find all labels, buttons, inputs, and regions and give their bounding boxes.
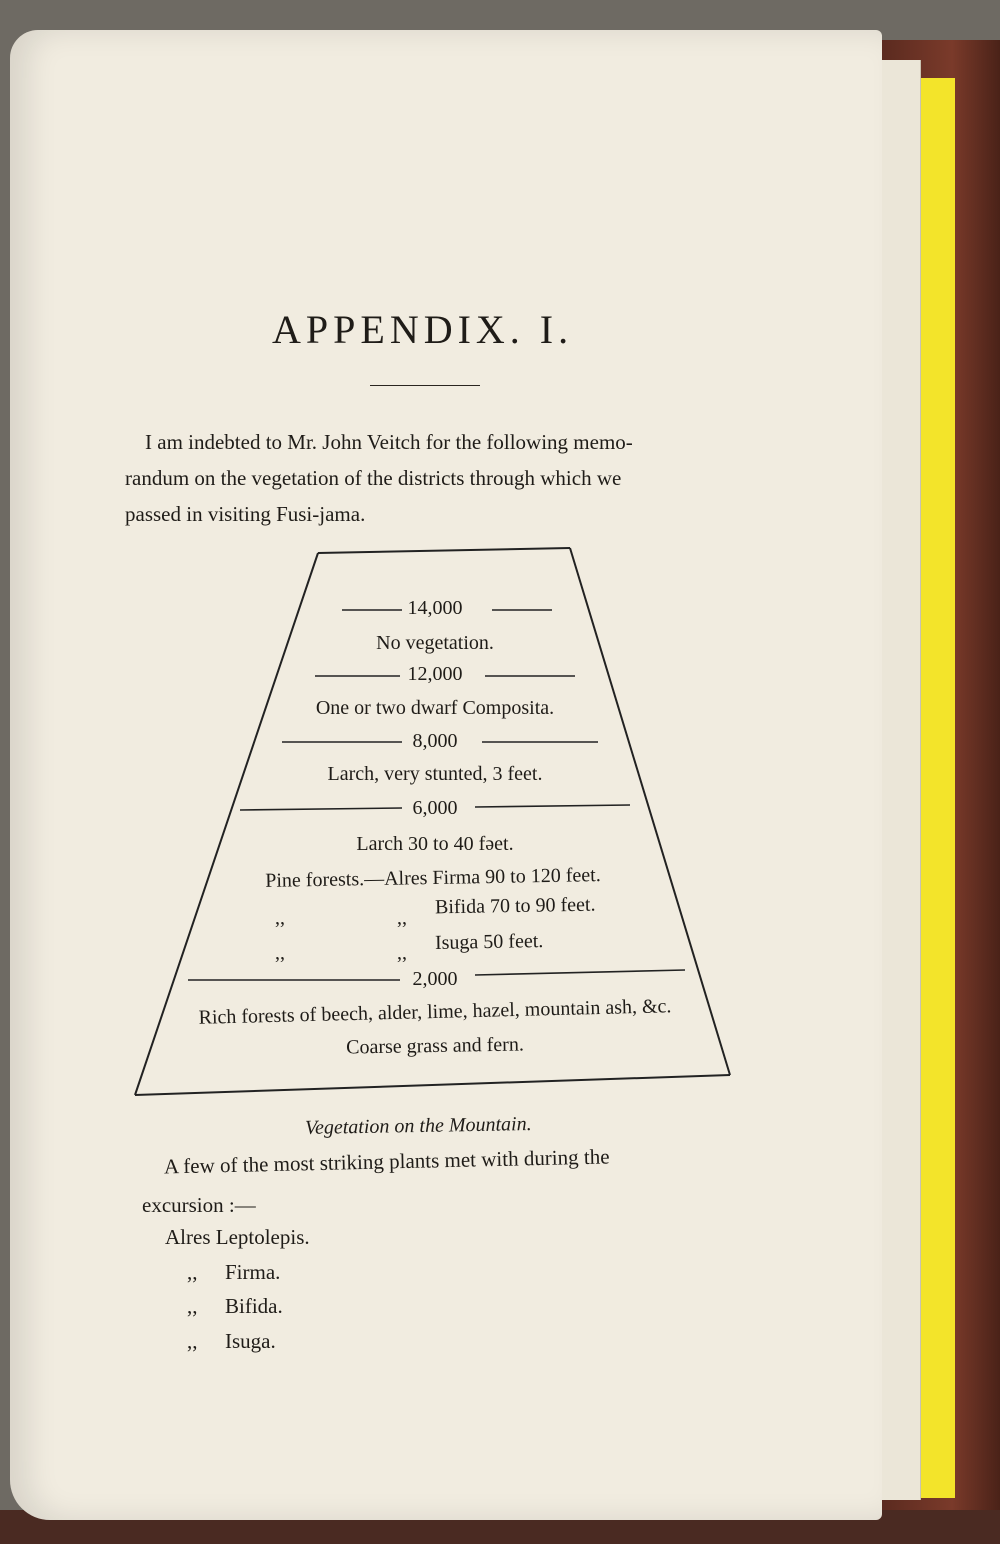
intro-line: I am indebted to Mr. John Veitch for the following memo- (145, 430, 633, 454)
plant-name: Bifida. (225, 1294, 283, 1318)
ditto-mark: ,, (187, 1259, 198, 1284)
altitude-14000: 14,000 (407, 597, 463, 619)
zone-no-vegetation: No vegetation. (376, 632, 494, 654)
mountain-base-edge (135, 1075, 730, 1095)
ditto-mark: ,, (275, 942, 285, 964)
altitude-2000: 2,000 (412, 968, 458, 990)
ditto-mark: ,, (187, 1294, 198, 1318)
diagram-caption: Vegetation on the Mountain. (304, 1113, 532, 1139)
appendix-title: APPENDIX. I. (272, 307, 574, 352)
zone-composita: One or two dwarf Composita. (315, 697, 555, 719)
paragraph-line: A few of the most striking plants met with during the (163, 1144, 610, 1179)
list-item: Alres Leptolepis. (165, 1225, 310, 1249)
zone-rich-forests: Rich forests of beech, alder, lime, hazel, mountain ash, &c. (198, 995, 672, 1029)
zone-pine-forests: Pine forests.—Alres Firma 90 to 120 feet. (265, 864, 601, 892)
mountain-top-edge (318, 548, 570, 553)
intro-paragraph (125, 424, 735, 532)
zone-larch-stunted: Larch, very stunted, 3 feet. (327, 763, 543, 785)
ditto-mark: ,, (187, 1328, 198, 1353)
zone-coarse-grass: Coarse grass and fern. (345, 1033, 525, 1059)
zone-isuga: Isuga 50 feet. (434, 930, 544, 954)
altitude-6000: 6,000 (412, 797, 458, 819)
altitude-8000: 8,000 (412, 730, 458, 752)
ditto-mark: ,, (275, 907, 285, 929)
intro-line: passed in visiting Fusi-jama. (125, 502, 366, 526)
plant-name: Firma. (225, 1259, 281, 1284)
title-rule (370, 385, 480, 386)
ditto-mark: ,, (397, 907, 407, 929)
altitude-12000: 12,000 (407, 663, 463, 685)
zone-larch: Larch 30 to 40 fəet. (356, 833, 514, 855)
zone-bifida: Bifida 70 to 90 feet. (434, 893, 596, 919)
vegetation-diagram (130, 545, 740, 1105)
plant-name: Isuga. (225, 1328, 276, 1353)
plants-paragraph (142, 1144, 742, 1224)
list-item (165, 1324, 310, 1359)
list-item (165, 1289, 310, 1324)
paragraph-line: excursion :— (142, 1193, 256, 1217)
intro-line: randum on the vegetation of the districts through which we (125, 466, 622, 490)
plant-list (165, 1220, 310, 1358)
list-item (165, 1255, 310, 1290)
ditto-mark: ,, (397, 942, 407, 964)
